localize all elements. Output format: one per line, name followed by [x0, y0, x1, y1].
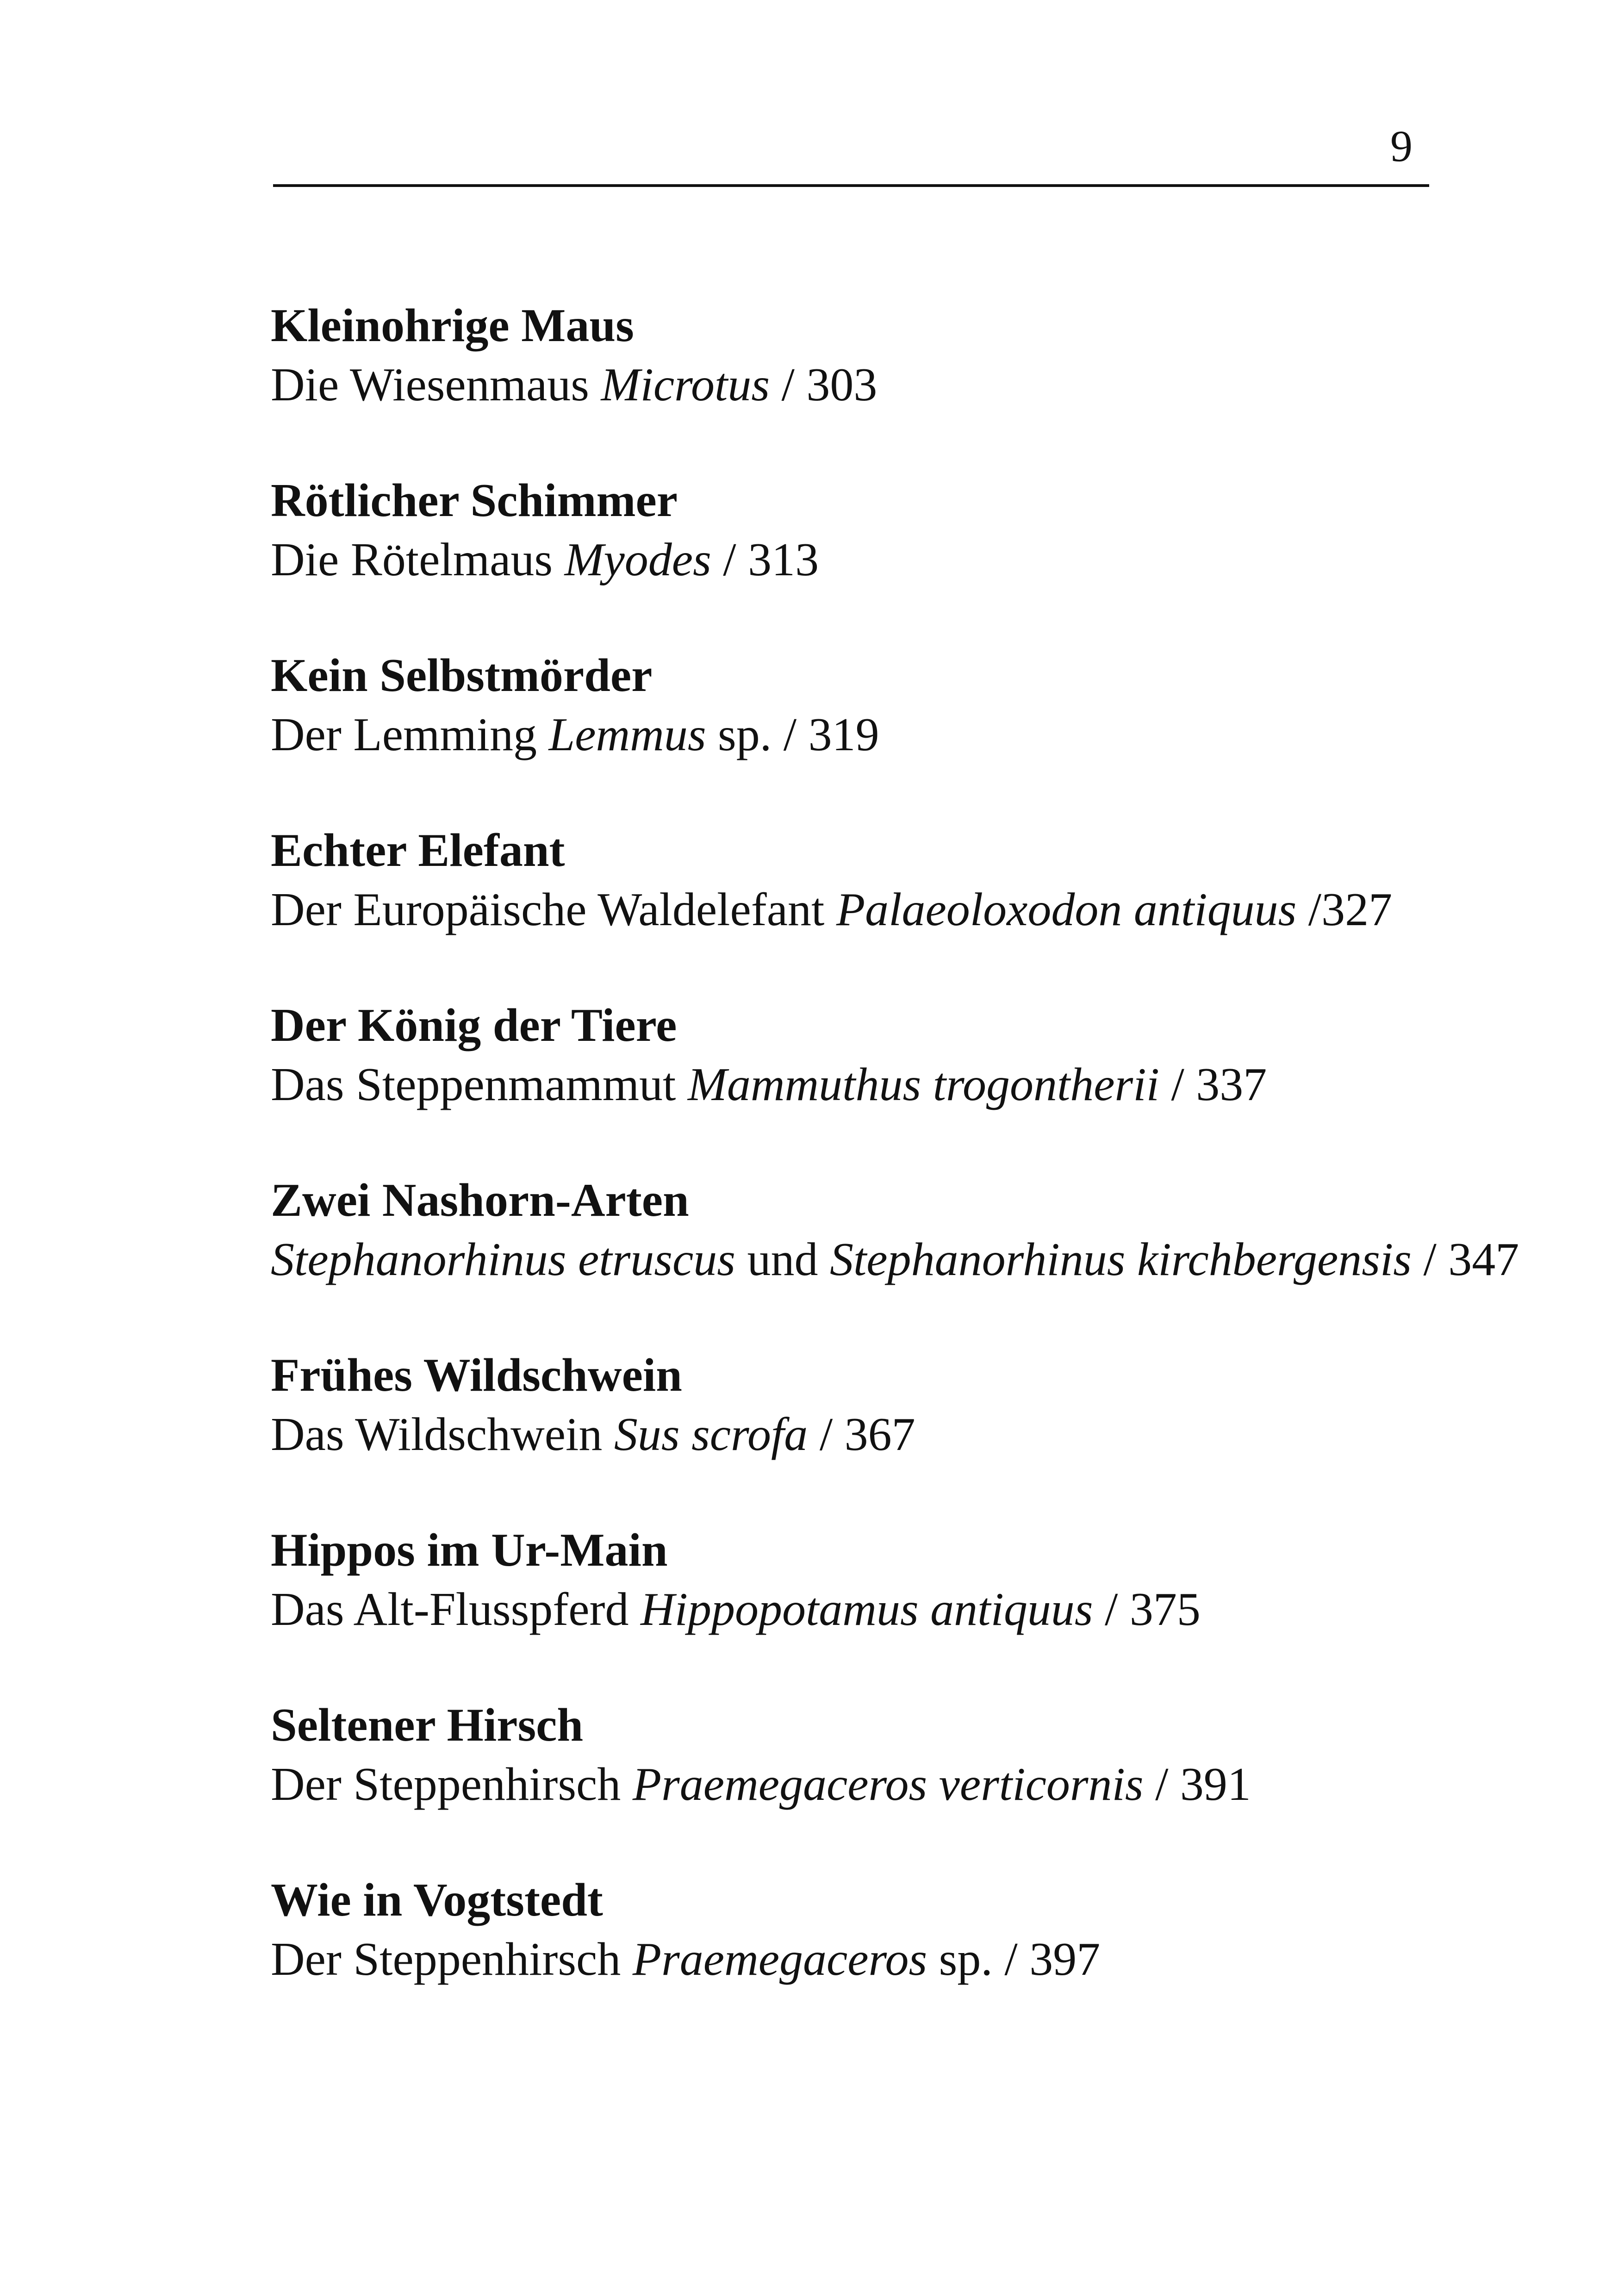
entry-subtitle [271, 1580, 1474, 1639]
entry-text: /327 [1296, 884, 1393, 936]
entry-text: Das Alt-Flusspferd [271, 1583, 641, 1636]
species-name: Praemegaceros [632, 1933, 927, 1985]
table-of-contents [271, 296, 1519, 2046]
entry-text: Der Europäische Waldelefant [271, 884, 836, 936]
entry-text: Die Wiesenmaus [271, 359, 601, 411]
entry-text: / 303 [770, 359, 877, 411]
entry-title: Hippos im Ur-Main [271, 1524, 668, 1576]
entry-text: sp. / 397 [927, 1933, 1101, 1985]
entry-title: Echter Elefant [271, 824, 565, 877]
entry-text: / 337 [1159, 1058, 1267, 1111]
entry-subtitle [271, 1405, 1474, 1464]
entry-text: Der Lemming [271, 709, 549, 761]
species-name: Stephanorhinus kirchbergensis [829, 1233, 1412, 1286]
header-rule [273, 184, 1429, 187]
page-number: 9 [1390, 121, 1413, 171]
entry-text: Der Steppenhirsch [271, 1933, 633, 1985]
entry-title: Der König der Tiere [271, 999, 677, 1052]
species-name: Sus scrofa [614, 1408, 808, 1461]
entry-title: Frühes Wildschwein [271, 1349, 682, 1401]
entry-title: Rötlicher Schimmer [271, 474, 678, 527]
entry-text: / 347 [1411, 1233, 1519, 1286]
entry-text: und [735, 1233, 830, 1286]
toc-entry [271, 296, 1474, 471]
toc-entry [271, 1346, 1474, 1521]
species-name: Praemegaceros verticornis [632, 1758, 1144, 1811]
toc-entry [271, 1696, 1474, 1871]
toc-entry [271, 996, 1474, 1171]
species-name: Lemmus [548, 709, 706, 761]
species-name: Myodes [564, 534, 711, 586]
toc-entry [271, 1871, 1474, 2046]
entry-subtitle [271, 1055, 1474, 1114]
entry-subtitle [271, 530, 1474, 590]
toc-entry [271, 646, 1474, 821]
entry-title: Wie in Vogtstedt [271, 1874, 603, 1926]
entry-text: / 367 [808, 1408, 915, 1461]
entry-title: Seltener Hirsch [271, 1699, 584, 1751]
entry-subtitle [271, 1230, 1519, 1289]
toc-entry [271, 1171, 1519, 1346]
entry-text: Der Steppenhirsch [271, 1758, 633, 1811]
species-name: Hippopotamus antiquus [640, 1583, 1093, 1636]
entry-text: Das Wildschwein [271, 1408, 614, 1461]
species-name: Stephanorhinus etruscus [271, 1233, 735, 1286]
species-name: Microtus [601, 359, 770, 411]
toc-entry [271, 471, 1474, 646]
entry-subtitle [271, 1755, 1474, 1814]
species-name: Mammuthus trogontherii [687, 1058, 1159, 1111]
entry-subtitle [271, 880, 1474, 940]
entry-subtitle [271, 1930, 1474, 1989]
entry-subtitle [271, 355, 1474, 415]
toc-entry [271, 1521, 1474, 1696]
entry-title: Kein Selbstmörder [271, 649, 653, 702]
entry-text: / 375 [1093, 1583, 1201, 1636]
entry-text: Das Steppenmammut [271, 1058, 688, 1111]
entry-subtitle [271, 705, 1474, 765]
species-name: Palaeoloxodon antiquus [836, 884, 1297, 936]
entry-text: / 391 [1143, 1758, 1251, 1811]
entry-text: / 313 [711, 534, 819, 586]
entry-text: Die Rötelmaus [271, 534, 565, 586]
entry-text: sp. / 319 [706, 709, 879, 761]
entry-title: Zwei Nashorn-Arten [271, 1174, 689, 1226]
toc-entry [271, 821, 1474, 996]
entry-title: Kleinohrige Maus [271, 299, 634, 352]
